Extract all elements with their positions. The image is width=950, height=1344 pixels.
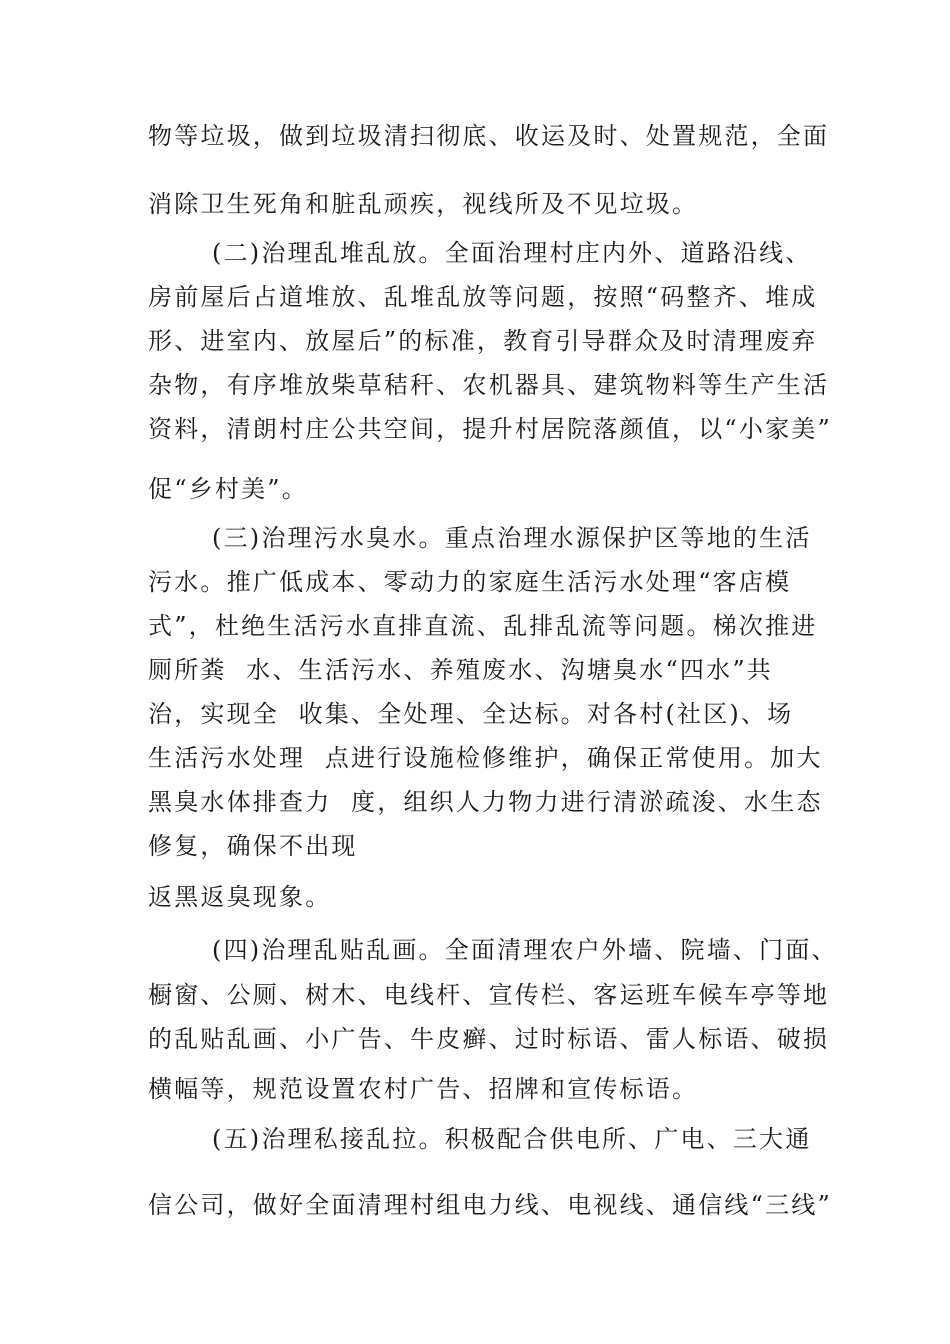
section-heading-line: (五)治理私接乱拉。积极配合供电所、广电、三大通 bbox=[212, 1125, 812, 1153]
paragraph-line: 污水。推广低成本、零动力的家庭生活污水处理“客店模 bbox=[148, 568, 792, 596]
paragraph-line: 生活污水处理 点进行设施检修维护，确保正常使用。加大 bbox=[148, 744, 823, 772]
paragraph-line: 资料，清朗村庄公共空间，提升村居院落颜值，以“小家美” bbox=[148, 415, 832, 443]
paragraph-line: 返黑返臭现象。 bbox=[148, 883, 332, 911]
section-heading-line: (四)治理乱贴乱画。全面清理农户外墙、院墙、门面、 bbox=[212, 936, 838, 964]
paragraph-line: 式”，杜绝生活污水直排直流、乱排乱流等问题。梯次推进 bbox=[148, 612, 818, 640]
section-heading-line: (三)治理污水臭水。重点治理水源保护区等地的生活 bbox=[212, 524, 812, 552]
paragraph-line: 形、进室内、放屋后”的标准，教育引导群众及时清理废弃 bbox=[148, 327, 818, 355]
paragraph-line: 黑臭水体排查力 度，组织人力物力进行清淤疏浚、水生态 bbox=[148, 788, 823, 816]
paragraph-line: 消除卫生死角和脏乱顽疾，视线所及不见垃圾。 bbox=[148, 190, 699, 218]
paragraph-line: 物等垃圾，做到垃圾清扫彻底、收运及时、处置规范，全面 bbox=[148, 122, 830, 150]
paragraph-line: 信公司，做好全面清理村组电力线、电视线、通信线“三线” bbox=[148, 1191, 832, 1219]
paragraph-line: 杂物，有序堆放柴草秸秆、农机器具、建筑物料等生产生活 bbox=[148, 371, 830, 399]
paragraph-line: 横幅等，规范设置农村广告、招牌和宣传标语。 bbox=[148, 1075, 699, 1103]
paragraph-line: 厕所粪 水、生活污水、养殖废水、沟塘臭水“四水”共 bbox=[148, 656, 773, 684]
paragraph-line: 修复，确保不出现 bbox=[148, 832, 358, 860]
paragraph-line: 橱窗、公厕、树木、电线杆、宣传栏、客运班车候车亭等地 bbox=[148, 981, 830, 1009]
paragraph-line: 房前屋后占道堆放、乱堆乱放等问题，按照“码整齐、堆成 bbox=[148, 283, 818, 311]
paragraph-line: 的乱贴乱画、小广告、牛皮癣、过时标语、雷人标语、破损 bbox=[148, 1025, 830, 1053]
paragraph-line: 促“乡村美”。 bbox=[148, 475, 308, 503]
paragraph-line: 治，实现全 收集、全处理、全达标。对各村(社区)、场 bbox=[148, 700, 794, 728]
section-heading-line: (二)治理乱堆乱放。全面治理村庄内外、道路沿线、 bbox=[212, 239, 812, 267]
